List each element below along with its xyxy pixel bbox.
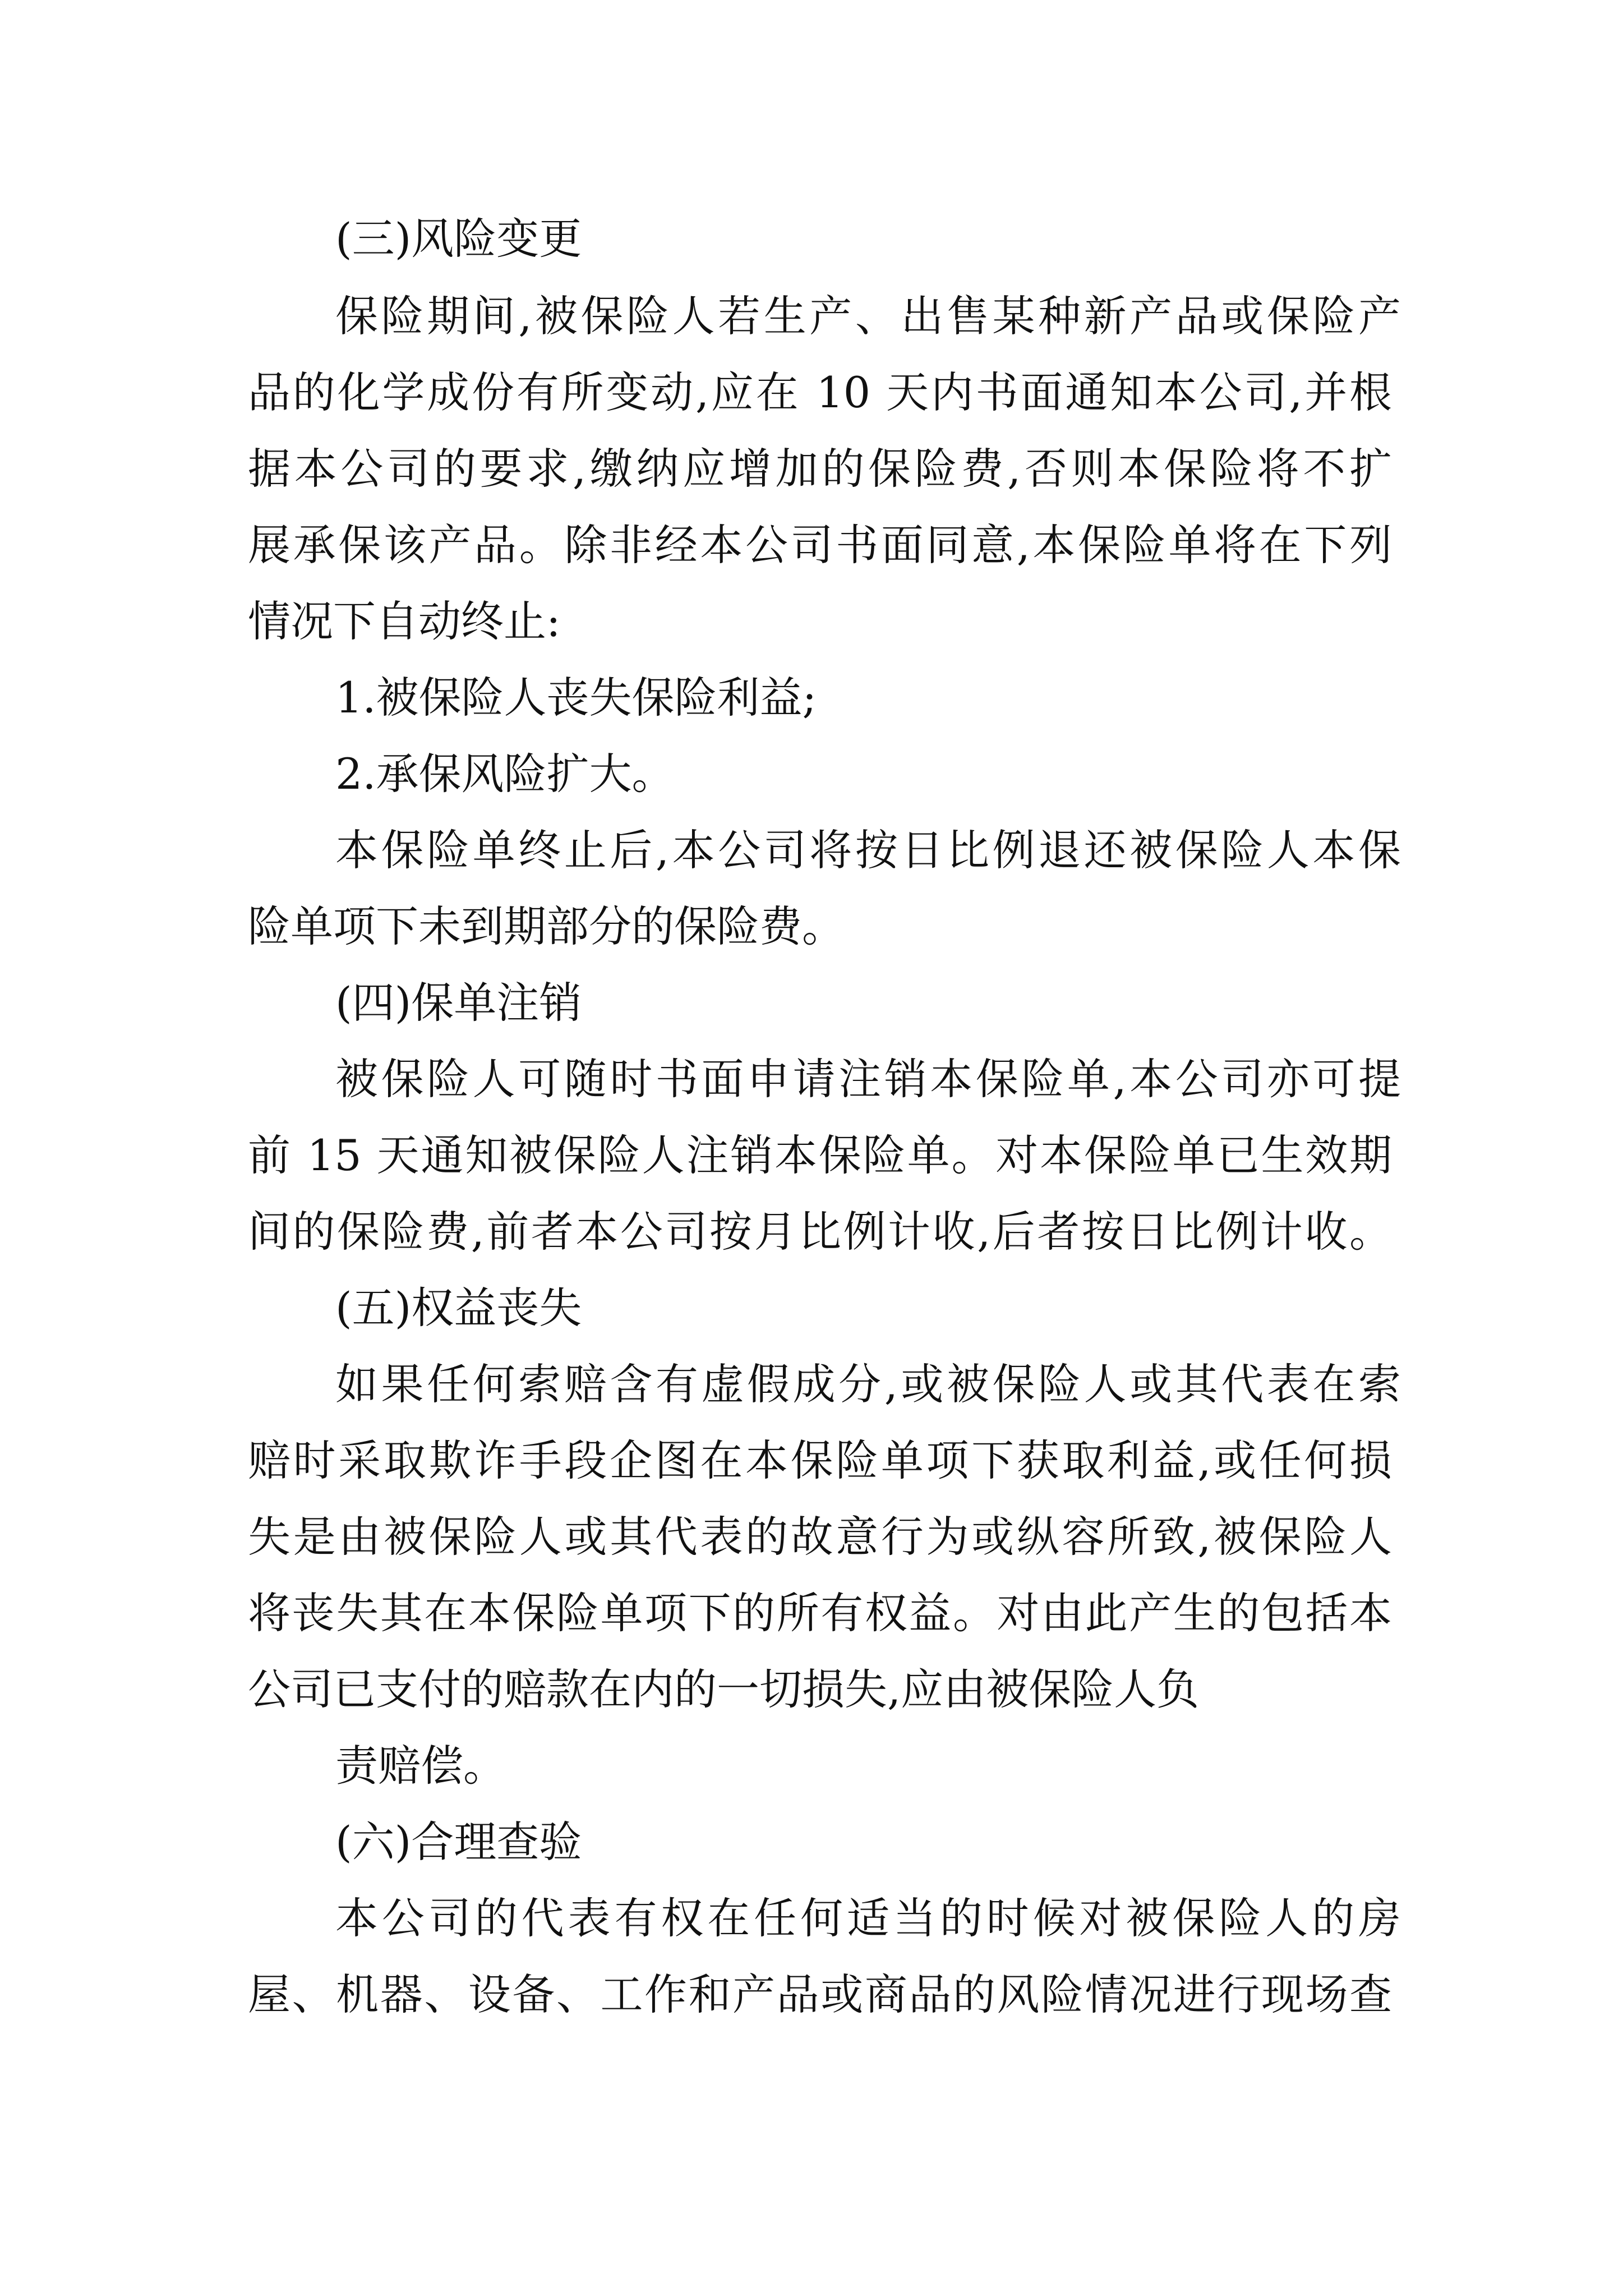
paragraph-line: 保险期间,被保险人若生产、出售某种新产品或保险产 (335, 291, 1401, 341)
paragraph-line: 情况下自动终止: (248, 596, 561, 646)
paragraph-line: 将丧失其在本保险单项下的所有权益。对由此产生的包括本 (248, 1588, 1392, 1638)
paragraph-line: 公司已支付的赔款在内的一切损失,应由被保险人负 (248, 1664, 1200, 1714)
paragraph-line: 被保险人可随时书面申请注销本保险单,本公司亦可提 (335, 1054, 1401, 1104)
section-heading-policy-cancellation: (四)保单注销 (335, 978, 582, 1028)
paragraph-line: 间的保险费,前者本公司按月比例计收,后者按日比例计收。 (248, 1207, 1392, 1257)
paragraph-line: 前 15 天通知被保险人注销本保险单。对本保险单已生效期 (248, 1130, 1392, 1180)
section-heading-risk-change: (三)风险变更 (335, 214, 582, 264)
paragraph-line: 本公司的代表有权在任何适当的时候对被保险人的房 (335, 1893, 1401, 1943)
paragraph-line: 如果任何索赔含有虚假成分,或被保险人或其代表在索 (335, 1359, 1401, 1409)
list-item: 1.被保险人丧失保险利益; (335, 673, 817, 723)
list-item: 2.承保风险扩大。 (335, 749, 675, 799)
paragraph-line: 责赔偿。 (335, 1741, 506, 1791)
paragraph-line: 险单项下未到期部分的保险费。 (248, 901, 845, 951)
paragraph-line: 据本公司的要求,缴纳应增加的保险费,否则本保险将不扩 (248, 444, 1392, 494)
paragraph-line: 屋、机器、设备、工作和产品或商品的风险情况进行现场查 (248, 1970, 1392, 2019)
paragraph-line: 赔时采取欺诈手段企图在本保险单项下获取利益,或任何损 (248, 1435, 1392, 1485)
paragraph-line: 失是由被保险人或其代表的故意行为或纵容所致,被保险人 (248, 1512, 1392, 1562)
paragraph-line: 展承保该产品。除非经本公司书面同意,本保险单将在下列 (248, 520, 1392, 570)
section-heading-forfeiture: (五)权益丧失 (335, 1283, 582, 1333)
paragraph-line: 品的化学成份有所变动,应在 10 天内书面通知本公司,并根 (248, 367, 1392, 417)
section-heading-reasonable-inspection: (六)合理查验 (335, 1817, 582, 1867)
paragraph-line: 本保险单终止后,本公司将按日比例退还被保险人本保 (335, 825, 1401, 875)
